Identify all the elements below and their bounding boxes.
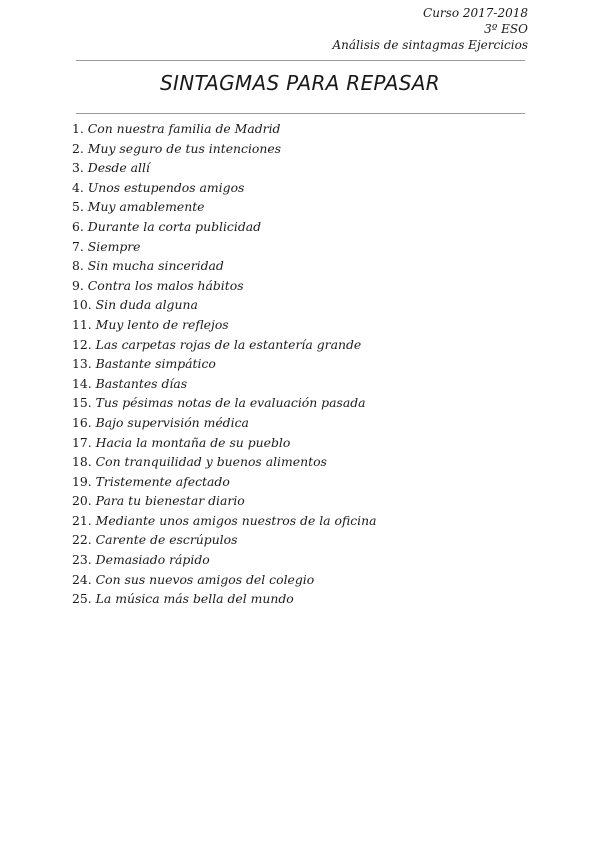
list-item-number: 2. bbox=[72, 140, 84, 156]
list-item-text: Muy lento de reflejos bbox=[95, 316, 229, 332]
list-item-number: 10. bbox=[72, 297, 92, 313]
list-item bbox=[72, 530, 377, 550]
list-item-number: 12. bbox=[72, 336, 92, 352]
list-item-number: 25. bbox=[72, 591, 92, 607]
list-item-number: 22. bbox=[72, 532, 92, 548]
list-item-number: 20. bbox=[72, 493, 92, 509]
list-item bbox=[72, 550, 377, 570]
list-item-number: 23. bbox=[72, 552, 92, 568]
list-item bbox=[72, 158, 377, 178]
list-item bbox=[72, 197, 377, 217]
document-header bbox=[333, 5, 529, 53]
title-top-divider bbox=[76, 60, 525, 61]
list-item-text: La música más bella del mundo bbox=[95, 591, 294, 607]
list-item bbox=[72, 295, 377, 315]
list-item bbox=[72, 354, 377, 374]
list-item-text: Sin mucha sinceridad bbox=[87, 258, 224, 274]
list-item-text: Las carpetas rojas de la estantería grande bbox=[95, 336, 362, 352]
list-item-text: Unos estupendos amigos bbox=[87, 179, 245, 195]
list-item bbox=[72, 511, 377, 531]
list-item-text: Tristemente afectado bbox=[95, 473, 230, 489]
list-item-number: 16. bbox=[72, 414, 92, 430]
list-item bbox=[72, 256, 377, 276]
list-item-number: 6. bbox=[72, 218, 84, 234]
list-item bbox=[72, 139, 377, 159]
list-item bbox=[72, 570, 377, 590]
list-item-text: Con tranquilidad y buenos alimentos bbox=[95, 454, 327, 470]
list-item bbox=[72, 433, 377, 453]
list-item-text: Desde allí bbox=[87, 160, 150, 176]
list-item-text: Muy amablemente bbox=[87, 199, 205, 215]
list-item-number: 7. bbox=[72, 238, 84, 254]
list-item bbox=[72, 335, 377, 355]
list-item-number: 11. bbox=[72, 316, 92, 332]
list-item bbox=[72, 119, 377, 139]
list-item-text: Hacia la montaña de su pueblo bbox=[95, 434, 291, 450]
list-item bbox=[72, 393, 377, 413]
list-item bbox=[72, 237, 377, 257]
list-item-number: 3. bbox=[72, 160, 84, 176]
document-subject: Análisis de sintagmas Ejercicios bbox=[332, 38, 528, 52]
list-item-text: Tus pésimas notas de la evaluación pasada bbox=[95, 395, 366, 411]
list-item-text: Sin duda alguna bbox=[95, 297, 198, 313]
list-item bbox=[72, 276, 377, 296]
list-item-number: 18. bbox=[72, 454, 92, 470]
list-item-number: 9. bbox=[72, 277, 84, 293]
list-item-number: 24. bbox=[72, 571, 92, 587]
title-bottom-divider bbox=[76, 113, 525, 114]
page-title: SINTAGMAS PARA REPASAR bbox=[160, 71, 440, 95]
list-item bbox=[72, 472, 377, 492]
course-level: 3º ESO bbox=[484, 22, 528, 36]
list-item-number: 19. bbox=[72, 473, 92, 489]
list-item-text: Bastantes días bbox=[95, 375, 188, 391]
list-item-text: Con nuestra familia de Madrid bbox=[87, 121, 281, 136]
list-item bbox=[72, 452, 377, 472]
list-item-text: Siempre bbox=[87, 238, 141, 254]
list-item bbox=[72, 413, 377, 433]
list-item-text: Carente de escrúpulos bbox=[95, 532, 238, 548]
list-item-number: 13. bbox=[72, 356, 92, 372]
list-item bbox=[72, 217, 377, 237]
list-item bbox=[72, 374, 377, 394]
list-item-text: Bastante simpático bbox=[95, 356, 216, 372]
list-item bbox=[72, 315, 377, 335]
list-item-text: Con sus nuevos amigos del colegio bbox=[95, 571, 315, 587]
list-item-number: 1. bbox=[72, 121, 84, 136]
list-item-number: 8. bbox=[72, 258, 84, 274]
phrase-list bbox=[72, 119, 377, 609]
list-item bbox=[72, 178, 377, 198]
list-item bbox=[72, 589, 377, 609]
list-item-number: 15. bbox=[72, 395, 92, 411]
list-item-number: 21. bbox=[72, 512, 92, 528]
list-item-text: Durante la corta publicidad bbox=[87, 218, 262, 234]
list-item-text: Muy seguro de tus intenciones bbox=[87, 140, 282, 156]
list-item-number: 17. bbox=[72, 434, 92, 450]
list-item-text: Contra los malos hábitos bbox=[87, 277, 244, 293]
list-item-text: Demasiado rápido bbox=[95, 552, 210, 568]
list-item-number: 4. bbox=[72, 179, 84, 195]
list-item-text: Mediante unos amigos nuestros de la oficina bbox=[95, 512, 377, 528]
list-item bbox=[72, 491, 377, 511]
list-item-number: 14. bbox=[72, 375, 92, 391]
course-year: Curso 2017-2018 bbox=[423, 6, 528, 20]
list-item-text: Para tu bienestar diario bbox=[95, 493, 245, 509]
list-item-number: 5. bbox=[72, 199, 84, 215]
list-item-text: Bajo supervisión médica bbox=[95, 414, 249, 430]
